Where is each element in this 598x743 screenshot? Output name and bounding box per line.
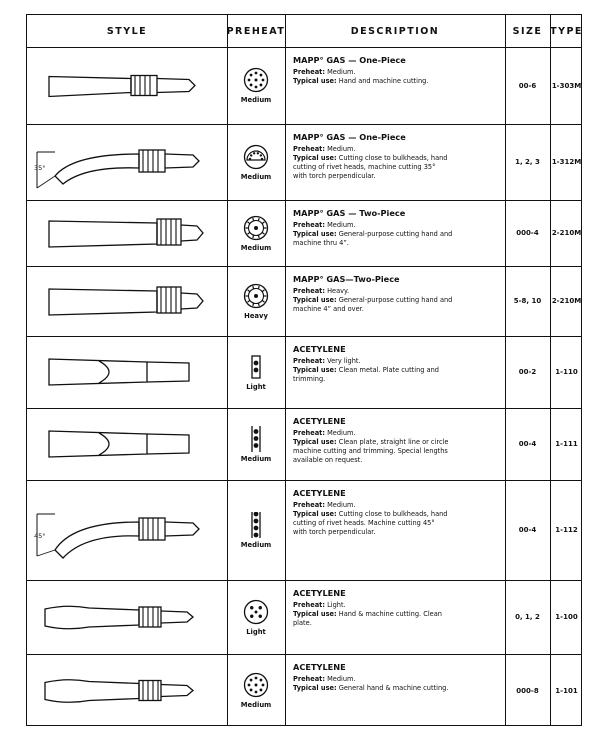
preheat-value: Medium. (327, 429, 356, 437)
preheat-six-dots-icon (243, 672, 269, 698)
tip-row (27, 654, 581, 727)
preheat-key: Preheat: (293, 601, 325, 609)
use-line-continued: machine cutting and trimming. Special lengths (293, 447, 448, 455)
use-key: Typical use: (293, 230, 337, 238)
description-cell (285, 580, 505, 654)
preheat-value: Light. (327, 601, 346, 609)
use-line (293, 684, 499, 693)
size-cell: 00-4 (518, 526, 537, 534)
preheat-line (293, 429, 499, 438)
use-line-continued: cutting of rivet heads, machine cutting 35° (293, 163, 436, 171)
preheat-label: Medium (240, 454, 272, 463)
preheat-key: Preheat: (293, 221, 325, 229)
description-cell (285, 654, 505, 727)
tip-row (27, 266, 581, 336)
use-key: Typical use: (293, 154, 337, 162)
type-cell: 2-210M (551, 229, 582, 237)
description-cell (285, 336, 505, 408)
preheat-cell (227, 124, 285, 200)
size-cell: 00-6 (518, 81, 537, 90)
style-cell (27, 336, 227, 408)
preheat-line (293, 601, 499, 610)
preheat-cell (227, 480, 285, 580)
preheat-half-ring-icon (243, 144, 269, 170)
use-line-continued: machine 4” and over. (293, 305, 364, 313)
use-value: General-purpose cutting hand and (338, 296, 453, 304)
use-line-continued: machine thru 4”. (293, 239, 349, 247)
preheat-line (293, 287, 499, 296)
tip-row (27, 200, 581, 266)
description-title: ACETYLENE (293, 662, 346, 672)
style-cell (27, 200, 227, 266)
preheat-cell (227, 266, 285, 336)
size-cell: 000-4 (516, 229, 539, 237)
description-title: ACETYLENE (293, 588, 346, 598)
tip-row (27, 480, 581, 580)
use-key: Typical use: (293, 510, 337, 518)
preheat-cell (227, 200, 285, 266)
preheat-cell (227, 47, 285, 124)
size-cell: 1, 2, 3 (515, 158, 540, 166)
use-key: Typical use: (293, 684, 337, 692)
preheat-cell (227, 654, 285, 727)
use-line-continued: with torch perpendicular. (293, 528, 376, 536)
use-line-continued: available on request. (293, 456, 363, 464)
preheat-line (293, 145, 499, 154)
header-preheat: PREHEAT (226, 25, 286, 37)
use-line-continued: trimming. (293, 375, 326, 383)
description-cell (285, 408, 505, 480)
use-value: Hand & machine cutting. Clean (338, 610, 442, 618)
use-line (293, 154, 499, 163)
preheat-line (293, 675, 499, 684)
use-line (293, 610, 499, 619)
description-title: ACETYLENE (293, 488, 346, 498)
preheat-label: Medium (240, 540, 272, 549)
description-cell (285, 47, 505, 124)
type-cell: 1-100 (555, 613, 578, 621)
description-title: ACETYLENE (293, 416, 346, 426)
use-value: Cutting close to bulkheads, hand (338, 154, 448, 162)
type-cell: 1-111 (555, 440, 578, 448)
preheat-value: Heavy. (327, 287, 350, 295)
preheat-label: Medium (240, 701, 272, 709)
preheat-line (293, 357, 499, 366)
use-line (293, 230, 499, 239)
use-value: General-purpose cutting hand and (338, 230, 453, 238)
preheat-label: Medium (240, 172, 272, 181)
type-cell: 1-110 (555, 368, 578, 376)
use-key: Typical use: (293, 438, 337, 446)
description-cell (285, 266, 505, 336)
type-cell: 1-312M (551, 158, 582, 166)
use-line-continued: plate. (293, 619, 312, 627)
preheat-key: Preheat: (293, 145, 325, 153)
style-cell (27, 480, 227, 580)
header-style: STYLE (106, 25, 148, 37)
description-cell (285, 200, 505, 266)
preheat-label: Medium (240, 96, 272, 104)
preheat-label: Light (246, 382, 266, 391)
description-cell (285, 124, 505, 200)
preheat-ring-dots-icon (243, 67, 269, 93)
type-cell: 1-101 (555, 686, 578, 695)
preheat-splined-ring-icon (243, 283, 269, 309)
size-cell: 00-2 (518, 368, 537, 376)
preheat-key: Preheat: (293, 287, 325, 295)
type-cell: 1-112 (555, 526, 578, 534)
cutting-tip-table (26, 14, 582, 726)
use-value: Cutting close to bulkheads, hand (338, 510, 448, 518)
use-line (293, 510, 499, 519)
preheat-value: Very light. (327, 357, 361, 365)
description-cell (285, 480, 505, 580)
use-line-continued: with torch perpendicular. (293, 172, 376, 180)
preheat-key: Preheat: (293, 429, 325, 437)
style-cell (27, 580, 227, 654)
use-line (293, 438, 499, 447)
description-title: MAPP° GAS — One-Piece (293, 55, 406, 65)
preheat-key: Preheat: (293, 501, 325, 509)
preheat-key: Preheat: (293, 675, 325, 683)
tip-row (27, 336, 581, 408)
preheat-label: Medium (240, 243, 272, 252)
preheat-value: Medium. (327, 501, 356, 509)
description-title: MAPP° GAS — One-Piece (293, 132, 406, 142)
use-value: Clean metal. Plate cutting and (338, 366, 439, 374)
use-value: Hand and machine cutting. (338, 77, 429, 85)
angle-label: 35° (34, 164, 46, 172)
angle-label: 45° (34, 532, 46, 540)
preheat-line (293, 501, 499, 510)
size-cell: 000-8 (516, 686, 539, 695)
preheat-label: Light (246, 627, 266, 636)
tip-row (27, 408, 581, 480)
use-key: Typical use: (293, 296, 337, 304)
use-key: Typical use: (293, 610, 337, 618)
preheat-splined-ring-icon (243, 215, 269, 241)
preheat-four-holes-icon (243, 512, 269, 538)
preheat-value: Medium. (327, 675, 356, 683)
style-cell (27, 124, 227, 200)
use-line (293, 296, 499, 305)
size-cell: 00-4 (518, 440, 537, 448)
preheat-key: Preheat: (293, 68, 325, 76)
preheat-cell (227, 408, 285, 480)
use-line-continued: cutting of rivet heads. Machine cutting 45° (293, 519, 435, 527)
description-title: MAPP° GAS—Two-Piece (293, 274, 400, 284)
type-cell: 2-210M (551, 297, 582, 305)
header-type: TYPE (550, 25, 583, 37)
description-title: MAPP° GAS — Two-Piece (293, 208, 406, 218)
preheat-value: Medium. (327, 221, 356, 229)
use-value: Clean plate, straight line or circle (338, 438, 449, 446)
preheat-key: Preheat: (293, 357, 325, 365)
use-line (293, 77, 499, 86)
style-cell (27, 408, 227, 480)
use-line (293, 366, 499, 375)
preheat-value: Medium. (327, 68, 356, 76)
size-cell: 5-8, 10 (513, 297, 542, 305)
preheat-value: Medium. (327, 145, 356, 153)
header-description: DESCRIPTION (350, 25, 440, 37)
preheat-line (293, 68, 499, 77)
header-size: SIZE (512, 25, 543, 37)
use-key: Typical use: (293, 77, 337, 85)
style-cell (27, 47, 227, 124)
type-cell: 1-303M (551, 81, 582, 90)
tip-row (27, 124, 581, 200)
preheat-label: Heavy (244, 311, 268, 320)
use-key: Typical use: (293, 366, 337, 374)
preheat-line (293, 221, 499, 230)
style-cell (27, 266, 227, 336)
preheat-two-holes-icon (243, 354, 269, 380)
use-value: General hand & machine cutting. (338, 684, 449, 692)
preheat-three-holes-icon (243, 426, 269, 452)
tip-row (27, 580, 581, 654)
preheat-cell (227, 580, 285, 654)
tip-row (27, 47, 581, 124)
preheat-four-dots-icon (243, 599, 269, 625)
description-title: ACETYLENE (293, 344, 346, 354)
size-cell: 0, 1, 2 (515, 613, 540, 621)
style-cell (27, 654, 227, 727)
preheat-cell (227, 336, 285, 408)
